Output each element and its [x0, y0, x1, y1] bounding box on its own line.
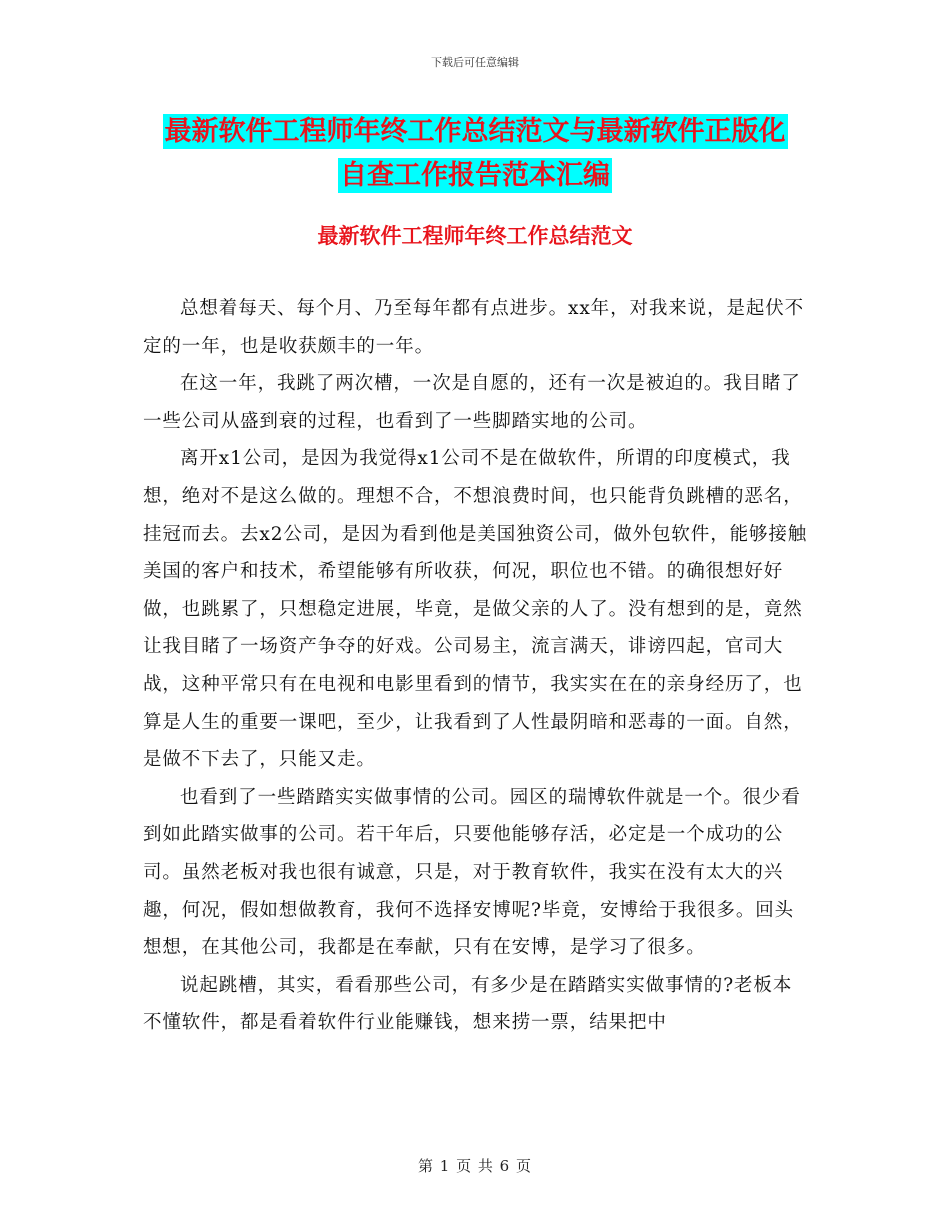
- paragraph-5: 说起跳槽，其实，看看那些公司，有多少是在踏踏实实做事情的?老板本不懂软件，都是看着软件行业能赚钱，想来捞一票，结果把中: [143, 974, 793, 1034]
- section-title: 最新软件工程师年终工作总结范文: [317, 224, 633, 248]
- body-text: [143, 290, 811, 1042]
- page-header-note: 下载后可任意编辑: [431, 56, 519, 69]
- paragraph-2: 在这一年，我跳了两次槽，一次是自愿的，还有一次是被迫的。我目睹了一些公司从盛到衰的过程，也看到了一些脚踏实地的公司。: [143, 373, 801, 432]
- paragraph-1: 总想着每天、每个月、乃至每年都有点进步。xx年，对我来说，是起伏不定的一年，也是收获颇丰的一年。: [143, 298, 805, 357]
- document-title-line-2: 自查工作报告范本汇编: [340, 160, 610, 191]
- page-footer: 第 1 页 共 6 页: [418, 1157, 532, 1175]
- document-title-line-1: 最新软件工程师年终工作总结范文与最新软件正版化: [164, 116, 786, 147]
- document-title: [140, 110, 810, 198]
- paragraph-4: 也看到了一些踏踏实实做事情的公司。园区的瑞博软件就是一个。很少看到如此踏实做事的公司。若干年后，只要他能够存活，必定是一个成功的公司。虽然老板对我也很有诚意，只是，对于教育软件，我实在没有太大的兴趣，何况，假如想做教育，我何不选择安博呢?毕竟，安博给于我很多。回头想想，在其他公司，我都是在奉献，只有在安博，是学习了很多。: [143, 786, 801, 959]
- paragraph-3: 离开x1公司，是因为我觉得x1公司不是在做软件，所谓的印度模式，我想，绝对不是这么做的。理想不合，不想浪费时间，也只能背负跳槽的恶名，挂冠而去。去x2公司，是因为看到他是美国独资公司，做外包软件，能够接触美国的客户和技术，希望能够有所收获，何况，职位也不错。的确很想好好做，也跳累了，只想稳定进展，毕竟，是做父亲的人了。没有想到的是，竟然让我目睹了一场资产争夺的好戏。公司易主，流言满天，诽谤四起，官司大战，这种平常只有在电视和电影里看到的情节，我实实在在的亲身经历了，也算是人生的重要一课吧，至少，让我看到了人性最阴暗和恶毒的一面。自然，是做不下去了，只能又走。: [143, 448, 808, 771]
